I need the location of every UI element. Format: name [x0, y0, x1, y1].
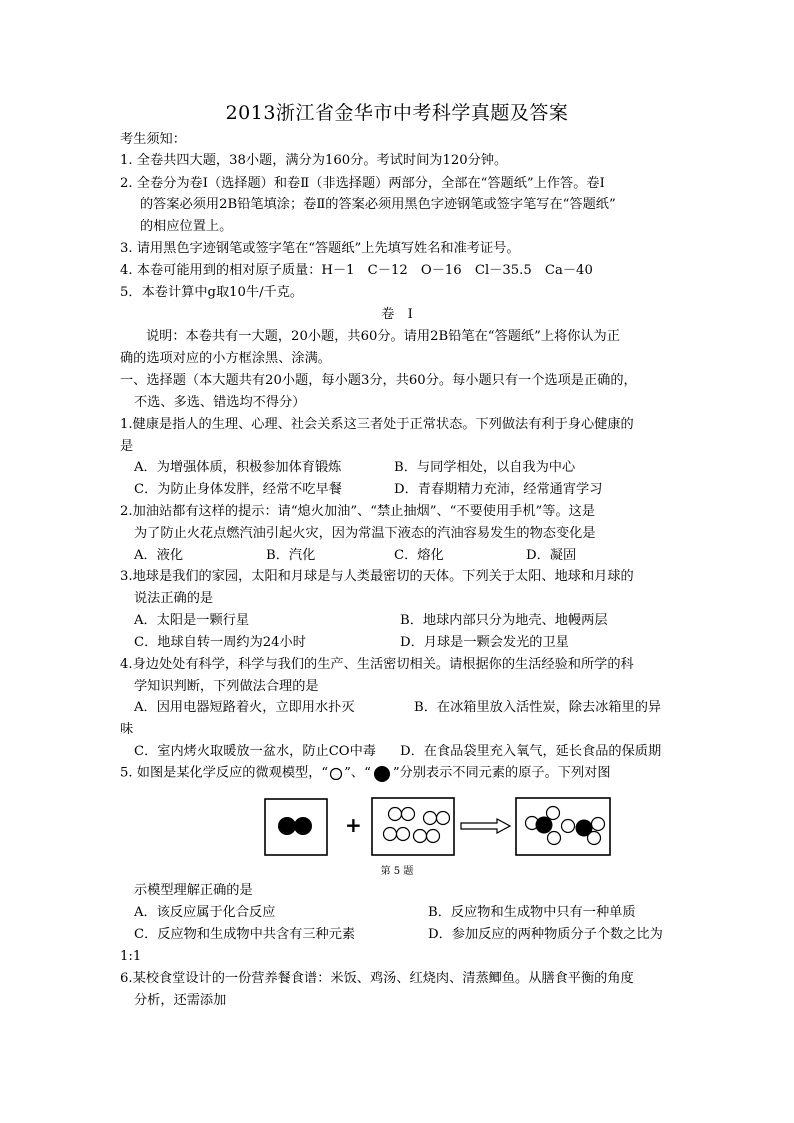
black-atom-2: [294, 817, 312, 835]
white-atom-4: [437, 812, 450, 825]
q2-option-d: D．凝固: [526, 548, 577, 563]
q3-option-c: C．地球自转一周约为24小时: [134, 635, 306, 650]
q4-option-b: B．在冰箱里放入活性炭，除去冰箱里的异: [414, 700, 662, 715]
q5-stem-pre: 5. 如图是某化学反应的微观模型，“: [120, 765, 329, 781]
reactant-1-box: [265, 799, 327, 855]
white-atom-6: [397, 828, 410, 841]
q1-stem-2: 是: [120, 439, 134, 454]
notice-item-2: 2. 全卷分为卷Ⅰ（选择题）和卷Ⅱ（非选择题）两部分，全部在“答题纸”上作答。卷Ⅰ: [120, 176, 605, 191]
section-heading-1: 一、选择题（本大题共有20小题，每小题3分，共60分。每小题只有一个选项是正确的，: [120, 373, 637, 388]
black-atom-1: [278, 817, 296, 835]
q1-option-a: A．为增强体质，积极参加体育锻炼: [134, 460, 342, 475]
q2-stem-1: 2.加油站都有这样的提示：请“熄火加油”、“禁止抽烟”、“不要使用手机”等。这是: [120, 504, 596, 519]
page-title: 2013浙江省金华市中考科学真题及答案: [225, 102, 569, 124]
plus-sign: +: [345, 813, 362, 837]
q2-option-c: C．熔化: [394, 548, 444, 563]
q5-figure-caption: 第 5 题: [380, 866, 414, 877]
volume-heading: 卷 Ⅰ: [381, 307, 413, 322]
white-atom-7: [414, 830, 427, 843]
white-atom-icon: [328, 766, 344, 780]
q2-option-a: A．液化: [134, 548, 184, 563]
notice-item-2-cont2: 的相应位置上。: [140, 219, 233, 234]
q4-stem-2: 学知识判断，下列做法合理的是: [134, 679, 319, 694]
white-atom-8: [427, 830, 440, 843]
q5-option-a: A．该反应属于化合反应: [134, 905, 276, 920]
q5-option-b: B．反应物和生成物中只有一种单质: [428, 905, 636, 920]
q1-option-c: C．为防止身体发胖，经常不吃早餐: [134, 482, 342, 497]
section-heading-2: 不选、多选、错选均不得分）: [134, 395, 306, 410]
q6-stem-1: 6.某校食堂设计的一份营养餐食谱：米饭、鸡汤、红烧肉、清蒸鲫鱼。从膳食平衡的角度: [120, 971, 634, 986]
product-box: [516, 798, 610, 855]
notice-item-4: 4. 本卷可能用到的相对原子质量：H－1 C－12 O－16 Cl－35.5 Ca－40: [120, 263, 593, 278]
q2-stem-2: 为了防止火花点燃汽油引起火灾，因为常温下液态的汽油容易发生的物态变化是: [134, 526, 596, 541]
notice-item-1: 1. 全卷共四大题，38小题，满分为160分。考试时间为120分钟。: [120, 153, 508, 168]
q1-stem-1: 1.健康是指人的生理、心理、社会关系这三者处于正常状态。下列做法有利于身心健康的: [120, 417, 634, 432]
q4-option-c: C．室内烤火取暖放一盆水，防止CO中毒: [134, 744, 376, 759]
notice-item-5: 5．本卷计算中g取10牛/千克。: [120, 285, 304, 300]
q1-option-d: D．青春期精力充沛，经常通宵学习: [394, 482, 603, 497]
white-atom-1: [389, 808, 402, 821]
notice-item-2-cont: 的答案必须用2B铅笔填涂；卷Ⅱ的答案必须用黑色字迹钢笔或签字笔写在“答题纸”: [140, 197, 616, 212]
reactant-2-box: [372, 798, 454, 855]
q3-stem-1: 3.地球是我们的家园，太阳和月球是与人类最密切的天体。下列关于太阳、地球和月球的: [120, 569, 634, 584]
q5-option-d-cont: 1:1: [120, 949, 142, 964]
q5-stem-1: [120, 764, 611, 783]
q5-stem-mid: ”、“: [344, 765, 371, 781]
q1-option-b: B．与同学相处，以自我为中心: [394, 460, 576, 475]
product-black-atom-1: [536, 817, 553, 834]
q3-option-d: D．月球是一颗会发光的卫星: [400, 635, 569, 650]
q3-option-b: B．地球内部只分为地壳、地幔两层: [400, 613, 608, 628]
white-atom-5: [384, 828, 397, 841]
q5-stem-2: 示模型理解正确的是: [134, 883, 253, 898]
white-atom-2: [402, 808, 415, 821]
q3-option-a: A．太阳是一颗行星: [134, 613, 250, 628]
q4-option-d: D．在食品袋里充入氧气，延长食品的保质期: [400, 744, 662, 759]
notice-item-3: 3. 请用黑色字迹钢笔或签字笔在“答题纸”上先填写姓名和准考证号。: [120, 241, 520, 256]
q3-stem-2: 说法正确的是: [134, 591, 214, 606]
q5-stem-post: ”分别表示不同元素的原子。下列对图: [392, 765, 611, 781]
q5-option-d: D．参加反应的两种物质分子个数之比为: [428, 927, 663, 942]
volume-note-1: 说明：本卷共有一大题，20小题，共60分。请用2B铅笔在“答题纸”上将你认为正: [146, 329, 620, 344]
q4-option-b-cont: 味: [120, 722, 134, 737]
product-black-atom-2: [576, 820, 593, 837]
q4-stem-1: 4.身边处处有科学，科学与我们的生产、生活密切相关。请根据你的生活经验和所学的科: [120, 657, 634, 672]
q2-option-b: B．汽化: [266, 548, 316, 563]
q6-stem-2: 分析，还需添加: [134, 993, 227, 1008]
white-atom-3: [424, 812, 437, 825]
reaction-arrow: [461, 819, 510, 833]
q4-option-a: A．因用电器短路着火，立即用水扑灭: [134, 700, 355, 715]
volume-note-2: 确的选项对应的小方框涂黑、涂满。: [120, 351, 331, 366]
black-atom-icon: [371, 764, 393, 782]
q5-option-c: C．反应物和生成物中共含有三种元素: [134, 927, 356, 942]
notice-heading: 考生须知：: [120, 132, 186, 147]
